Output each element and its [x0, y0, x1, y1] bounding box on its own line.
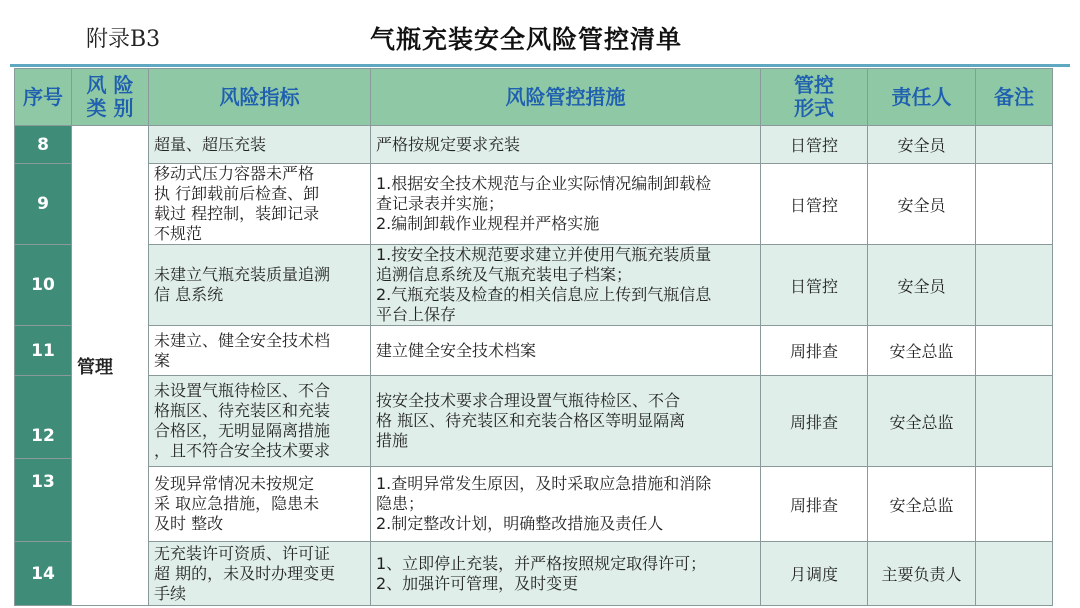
header-measures: 风险管控措施 [371, 69, 761, 126]
row-number: 11 [15, 326, 72, 376]
risk-control-table [14, 68, 1053, 606]
row-number: 10 [15, 245, 72, 326]
responsible-person: 安全总监 [868, 376, 976, 467]
risk-indicator: 未建立气瓶充装质量追溯 信 息系统 [149, 245, 371, 326]
row-number: 14 [15, 542, 72, 606]
control-measure: 严格按规定要求充装 [371, 126, 761, 164]
control-form: 日管控 [761, 126, 868, 164]
control-form: 月调度 [761, 542, 868, 606]
row-number: 13 [31, 471, 55, 492]
header-form [761, 69, 868, 126]
control-form: 周排查 [761, 326, 868, 376]
table-row [15, 126, 1053, 164]
risk-indicator: 未设置气瓶待检区、不合 格瓶区、待充装区和充装 合格区，无明显隔离措施 ，且不符合安全技术要求 [149, 376, 371, 467]
row-number: 8 [15, 126, 72, 164]
remarks-cell [976, 245, 1053, 326]
control-form: 日管控 [761, 164, 868, 245]
responsible-person: 主要负责人 [868, 542, 976, 606]
header-indicator: 风险指标 [149, 69, 371, 126]
responsible-person: 安全总监 [868, 467, 976, 542]
title-divider [10, 64, 1070, 67]
risk-indicator: 发现异常情况未按规定 采 取应急措施，隐患未 及时 整改 [149, 467, 371, 542]
control-form: 周排查 [761, 467, 868, 542]
risk-indicator: 超量、超压充装 [149, 126, 371, 164]
header-form-line2: 形式 [794, 96, 834, 120]
header-category [72, 69, 149, 126]
remarks-cell [976, 164, 1053, 245]
remarks-cell [976, 326, 1053, 376]
appendix-label: 附录B3 [86, 27, 161, 52]
header-owner: 责任人 [868, 69, 976, 126]
responsible-person: 安全员 [868, 126, 976, 164]
table-row [15, 542, 1053, 606]
header-category-line1: 风 险 [86, 73, 134, 97]
table-row [15, 164, 1053, 245]
control-measure: 按安全技术要求合理设置气瓶待检区、不合 格 瓶区、待充装区和充装合格区等明显隔离 措施 [371, 376, 761, 467]
control-measure: 1、立即停止充装，并严格按照规定取得许可； 2、加强许可管理，及时变更 [371, 542, 761, 606]
control-form: 日管控 [761, 245, 868, 326]
risk-indicator: 未建立、健全安全技术档 案 [149, 326, 371, 376]
control-measure: 1.查明异常发生原因，及时采取应急措施和消除 隐患； 2.制定整改计划，明确整改措施及责任人 [371, 467, 761, 542]
control-form: 周排查 [761, 376, 868, 467]
risk-indicator: 移动式压力容器未严格 执 行卸载前后检查、卸 载过 程控制，装卸记录 不规范 [149, 164, 371, 245]
responsible-person: 安全总监 [868, 326, 976, 376]
responsible-person: 安全员 [868, 245, 976, 326]
table-row [15, 326, 1053, 376]
table-row [15, 376, 1053, 467]
table-row [15, 245, 1053, 326]
remarks-cell [976, 376, 1053, 467]
header-remarks: 备注 [976, 69, 1053, 126]
category-cell: 管理 [72, 126, 149, 606]
remarks-cell [976, 542, 1053, 606]
table-row [15, 467, 1053, 542]
control-measure: 1.根据安全技术规范与企业实际情况编制卸载检 查记录表并实施； 2.编制卸载作业规程并严格实施 [371, 164, 761, 245]
row-number-split [15, 376, 72, 542]
document-title: 气瓶充装安全风险管控清单 [370, 25, 683, 54]
control-measure: 建立健全安全技术档案 [371, 326, 761, 376]
row-number: 9 [15, 164, 72, 245]
responsible-person: 安全员 [868, 164, 976, 245]
header-category-line2: 类 别 [86, 96, 134, 120]
risk-indicator: 无充装许可资质、许可证 超 期的，未及时办理变更 手续 [149, 542, 371, 606]
remarks-cell [976, 126, 1053, 164]
header-no: 序号 [15, 69, 72, 126]
remarks-cell [976, 467, 1053, 542]
table-header-row [15, 69, 1053, 126]
header-form-line1: 管控 [794, 73, 834, 97]
row-number: 12 [15, 413, 71, 459]
control-measure: 1.按安全技术规范要求建立并使用气瓶充装质量 追溯信息系统及气瓶充装电子档案； 2.气瓶充装及检查的相关信息应上传到气瓶信息 平台上保存 [371, 245, 761, 326]
